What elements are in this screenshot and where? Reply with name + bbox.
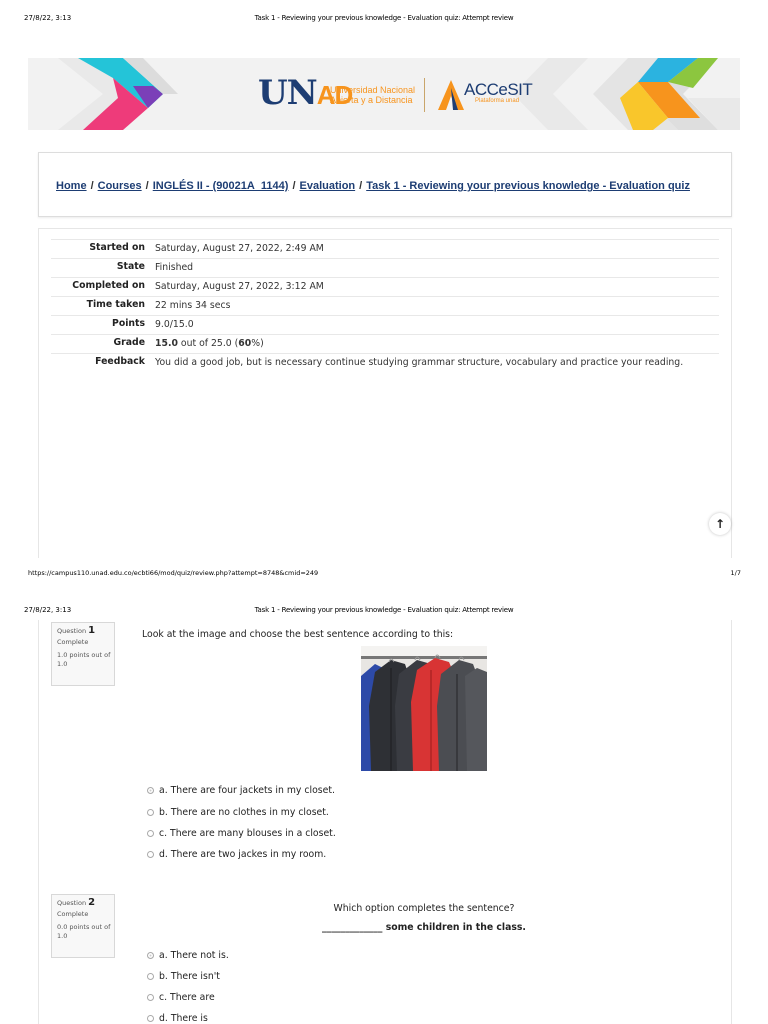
answer-option[interactable] bbox=[147, 950, 229, 961]
jackets-image bbox=[361, 646, 487, 771]
question-label: Question bbox=[57, 627, 87, 635]
breadcrumb-course[interactable]: INGLÉS II - (90021A_1144) bbox=[152, 180, 289, 192]
summary-label: Completed on bbox=[51, 278, 151, 297]
accesit-icon bbox=[436, 78, 466, 112]
summary-value: Saturday, August 27, 2022, 3:12 AM bbox=[151, 278, 719, 297]
breadcrumb-separator: / bbox=[145, 180, 149, 192]
answer-letter: d. bbox=[159, 1013, 168, 1024]
answer-letter: b. bbox=[159, 807, 168, 818]
breadcrumb-evaluation[interactable]: Evaluation bbox=[299, 180, 356, 192]
print-footer-url: https://campus110.unad.edu.co/ecbti66/mod/quiz/review.php?attempt=8748&cmid=249 bbox=[28, 569, 319, 577]
radio-selected-icon[interactable] bbox=[147, 787, 154, 794]
answer-option[interactable] bbox=[147, 992, 215, 1003]
summary-value: Saturday, August 27, 2022, 2:49 AM bbox=[151, 240, 719, 259]
summary-row-points bbox=[51, 316, 719, 335]
grade-out-of: out of 25.0 ( bbox=[177, 338, 239, 349]
unad-logo-u: U bbox=[258, 73, 287, 113]
print-title: Task 1 - Reviewing your previous knowledge - Evaluation quiz: Attempt review bbox=[254, 14, 514, 22]
question-text-1: Look at the image and choose the best sentence according to this: bbox=[142, 629, 454, 640]
summary-row-grade bbox=[51, 335, 719, 354]
radio-icon[interactable] bbox=[147, 830, 154, 837]
breadcrumb-separator: / bbox=[292, 180, 296, 192]
answer-option[interactable] bbox=[147, 807, 329, 818]
question-marks: 1.0 points out of 1.0 bbox=[57, 651, 111, 668]
answer-letter: d. bbox=[159, 849, 168, 860]
print-date: 27/8/22, 3:13 bbox=[24, 606, 72, 614]
question-marks: 0.0 points out of 1.0 bbox=[57, 923, 111, 940]
breadcrumb-card bbox=[38, 152, 732, 217]
question-number: 2 bbox=[88, 897, 96, 908]
summary-row-feedback bbox=[51, 354, 719, 373]
question-info-1 bbox=[51, 622, 115, 686]
summary-row-time bbox=[51, 297, 719, 316]
radio-icon[interactable] bbox=[147, 851, 154, 858]
questions-area bbox=[38, 620, 732, 1024]
grade-percent-sign: %) bbox=[251, 338, 264, 349]
question-text-2: Which option completes the sentence? bbox=[333, 903, 515, 914]
print-title: Task 1 - Reviewing your previous knowledge - Evaluation quiz: Attempt review bbox=[254, 606, 514, 614]
university-name bbox=[330, 85, 415, 105]
question-state: Complete bbox=[57, 910, 89, 918]
sentence-text: some children in the class. bbox=[382, 922, 526, 933]
answer-letter: b. bbox=[159, 971, 168, 982]
grade-score: 15.0 bbox=[155, 338, 178, 349]
answer-text: There are many blouses in a closet. bbox=[170, 828, 336, 839]
summary-value: Finished bbox=[151, 259, 719, 278]
answer-option[interactable] bbox=[147, 849, 326, 860]
question-info-2 bbox=[51, 894, 115, 958]
unad-logo-ad: AD bbox=[316, 80, 353, 110]
answer-text: There not is. bbox=[170, 950, 229, 961]
summary-label: Time taken bbox=[51, 297, 151, 316]
answer-text: There isn't bbox=[170, 971, 220, 982]
radio-icon[interactable] bbox=[147, 809, 154, 816]
answer-option[interactable] bbox=[147, 785, 335, 796]
question-state: Complete bbox=[57, 638, 89, 646]
attempt-summary-table bbox=[51, 239, 719, 372]
radio-icon[interactable] bbox=[147, 994, 154, 1001]
radio-selected-icon[interactable] bbox=[147, 952, 154, 959]
question-sentence-2 bbox=[139, 922, 709, 933]
answer-letter: c. bbox=[159, 992, 168, 1003]
answer-text: There are four jackets in my closet. bbox=[170, 785, 335, 796]
question-label: Question bbox=[57, 899, 87, 907]
question-number: 1 bbox=[88, 625, 96, 636]
summary-row-state bbox=[51, 259, 719, 278]
answer-option[interactable] bbox=[147, 828, 336, 839]
university-name-line1: Universidad Nacional bbox=[330, 85, 416, 95]
breadcrumb bbox=[56, 180, 690, 192]
summary-value: 22 mins 34 secs bbox=[151, 297, 719, 316]
accesit-logo: ACCeSIT bbox=[464, 80, 533, 99]
back-to-top-button[interactable] bbox=[709, 513, 731, 535]
attempt-summary-card bbox=[38, 228, 732, 558]
breadcrumb-home[interactable]: Home bbox=[56, 180, 87, 192]
answer-letter: a. bbox=[159, 950, 168, 961]
summary-value bbox=[151, 335, 719, 354]
grade-percent: 60 bbox=[238, 338, 252, 349]
answer-letter: c. bbox=[159, 828, 168, 839]
answer-text: There are bbox=[170, 992, 215, 1003]
summary-value: You did a good job, but is necessary continue studying grammar structure, vocabulary and practice your reading. bbox=[151, 354, 719, 373]
print-footer-page: 1/7 bbox=[730, 569, 741, 577]
accesit-subtitle: Plataforma unad bbox=[475, 98, 520, 104]
summary-row-started bbox=[51, 240, 719, 259]
radio-icon[interactable] bbox=[147, 973, 154, 980]
answer-text: There is bbox=[170, 1013, 208, 1024]
answer-option[interactable] bbox=[147, 1013, 208, 1024]
unad-logo-n: N bbox=[286, 73, 317, 113]
breadcrumb-separator: / bbox=[90, 180, 94, 192]
breadcrumb-quiz[interactable]: Task 1 - Reviewing your previous knowledge - Evaluation quiz bbox=[366, 180, 690, 192]
university-name-line2: Abierta y a Distancia bbox=[330, 95, 413, 105]
sentence-blank: _____________ bbox=[322, 922, 383, 933]
answer-option[interactable] bbox=[147, 971, 220, 982]
summary-row-completed bbox=[51, 278, 719, 297]
radio-icon[interactable] bbox=[147, 1015, 154, 1022]
answer-text: There are no clothes in my closet. bbox=[170, 807, 329, 818]
breadcrumb-courses[interactable]: Courses bbox=[97, 180, 142, 192]
summary-label: Started on bbox=[51, 240, 151, 259]
answer-text: There are two jackes in my room. bbox=[170, 849, 327, 860]
breadcrumb-separator: / bbox=[359, 180, 363, 192]
summary-label: State bbox=[51, 259, 151, 278]
site-banner bbox=[28, 58, 740, 130]
summary-label: Points bbox=[51, 316, 151, 335]
logo-divider bbox=[424, 78, 425, 112]
arrow-up-icon: ↑ bbox=[714, 517, 726, 531]
summary-label: Feedback bbox=[51, 354, 151, 373]
print-date: 27/8/22, 3:13 bbox=[24, 14, 72, 22]
summary-value: 9.0/15.0 bbox=[151, 316, 719, 335]
summary-label: Grade bbox=[51, 335, 151, 354]
answer-letter: a. bbox=[159, 785, 168, 796]
